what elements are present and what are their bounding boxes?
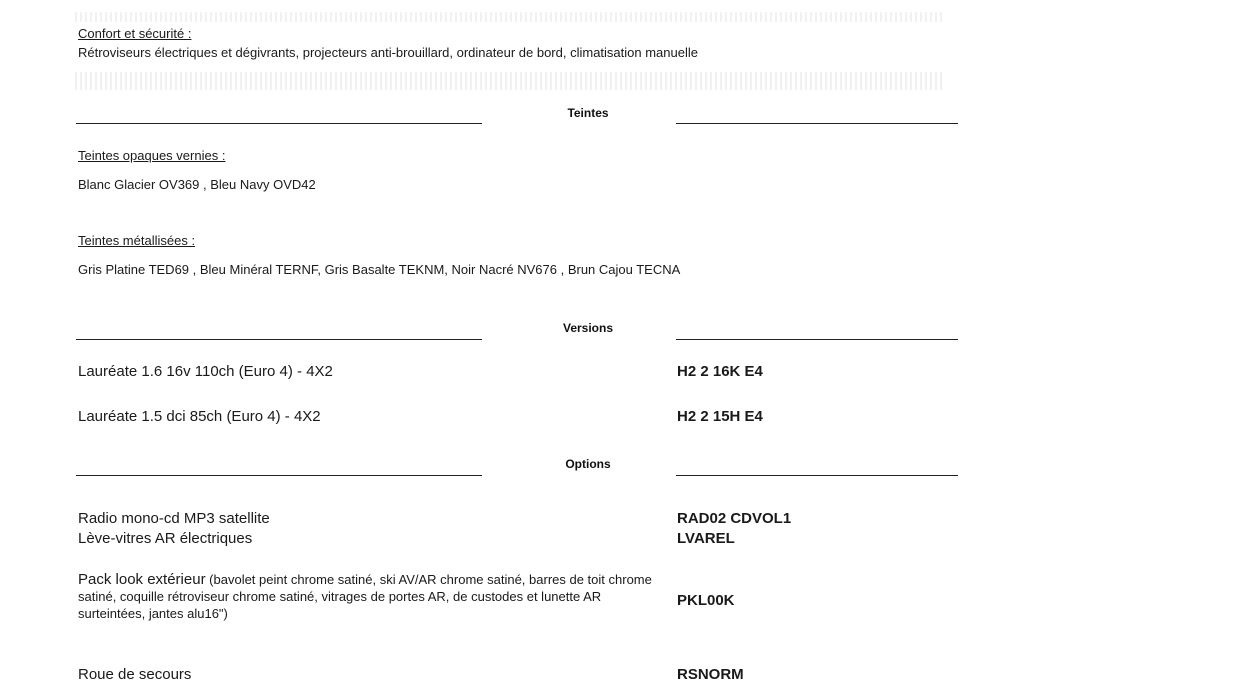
option-pack-look-detail: (bavolet peint chrome satiné, ski AV/AR chrome satiné, barres de toit chrome satiné, coquille rétroviseur chrome satiné, vitrages de portes AR, de custodes et lunette AR surteintées, jantes alu16") — [78, 572, 652, 621]
metal-heading: Teintes métallisées : — [78, 233, 196, 248]
options-rule-left — [76, 475, 482, 476]
version-code: H2 2 16K E4 — [677, 363, 763, 380]
versions-title: Versions — [562, 321, 614, 335]
metal-list: Gris Platine TED69 , Bleu Minéral TERNF, Gris Basalte TEKNM, Noir Nacré NV676 , Brun Cajou TECNA — [78, 262, 681, 277]
version-code: H2 2 15H E4 — [677, 408, 763, 425]
option-pack-look-main: Pack look extérieur — [78, 571, 206, 588]
versions-rule-right — [676, 339, 958, 340]
options-title: Options — [565, 457, 611, 471]
teintes-rule-left — [76, 123, 482, 124]
options-rule-right — [676, 475, 958, 476]
option-code: RAD02 CDVOL1 — [677, 510, 792, 527]
scan-noise-top — [75, 12, 945, 22]
option-pack-look — [78, 571, 663, 622]
scan-noise-mid — [75, 72, 945, 90]
version-label: Lauréate 1.6 16v 110ch (Euro 4) - 4X2 — [78, 363, 333, 380]
version-label: Lauréate 1.5 dci 85ch (Euro 4) - 4X2 — [78, 408, 321, 425]
opaques-heading: Teintes opaques vernies : — [78, 148, 226, 163]
opaques-list: Blanc Glacier OV369 , Bleu Navy OVD42 — [78, 177, 316, 192]
option-label: Radio mono-cd MP3 satellite — [78, 510, 270, 527]
teintes-title: Teintes — [567, 106, 609, 120]
confort-text: Rétroviseurs électriques et dégivrants, projecteurs anti-brouillard, ordinateur de bord, climatisation manuelle — [78, 45, 698, 60]
confort-heading: Confort et sécurité : — [78, 26, 192, 41]
versions-rule-left — [76, 339, 482, 340]
option-label: Lève-vitres AR électriques — [78, 530, 253, 547]
teintes-rule-right — [676, 123, 958, 124]
option-code: PKL00K — [677, 592, 735, 609]
option-label: Roue de secours — [78, 666, 192, 683]
option-code: RSNORM — [677, 666, 744, 683]
option-code: LVAREL — [677, 530, 735, 547]
